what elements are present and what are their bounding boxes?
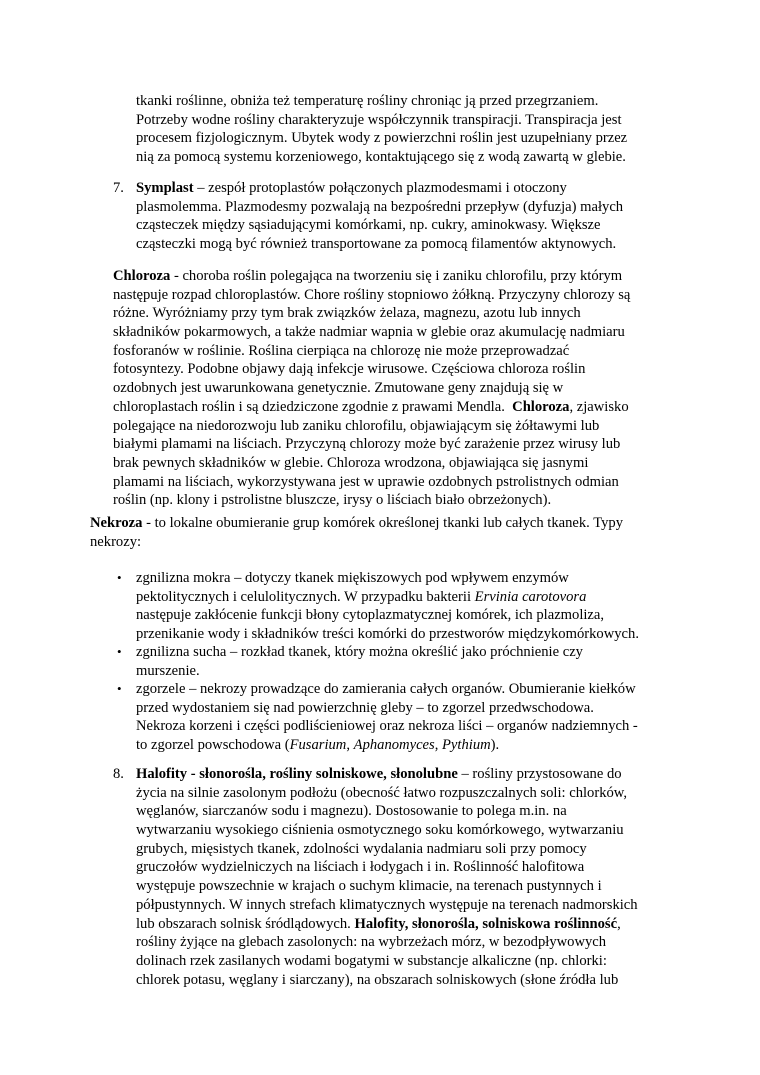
genus-name: Pythium: [442, 737, 491, 754]
text-span: – zespół protoplastów połączonych plazmodesmami i otoczony: [193, 180, 567, 196]
text-line: gruczołów wydzielniczych na liściach i łodygach i in. Roślinność halofitowa: [136, 859, 585, 876]
text-line: polegające na niedorozwoju lub zaniku chlorofilu, objawiającym się żółtawymi lub: [113, 417, 600, 434]
text-line: różne. Wyróżniamy przy tym brak związków żelaza, magnezu, azotu lub innych: [113, 305, 581, 322]
text-line: [136, 915, 638, 934]
text-line: zgnilizna sucha – rozkład tkanek, który można określić jako próchnienie czy: [136, 644, 583, 660]
text-line: murszenie.: [136, 662, 200, 679]
text-span: ,: [617, 915, 621, 932]
text-line: następuje zakłócenie funkcji błony cytoplazmatycznej komórek, ich plazmoliza,: [136, 607, 605, 624]
item-8-halofity: [136, 765, 638, 989]
text-line: Potrzeby wodne rośliny charakteryzuje współczynnik transpiracji. Transpiracja jest: [136, 111, 622, 128]
text-span: to zgorzel powschodowa (: [136, 737, 290, 754]
item-7-number: 7.: [113, 180, 124, 196]
genus-name: Fusarium: [289, 737, 347, 754]
text-span: ,: [434, 737, 443, 754]
text-span: ,: [346, 737, 354, 754]
text-span: lub obszarach solnisk śródlądowych.: [136, 915, 355, 932]
text-line: wytwarzaniu wysokiego ciśnienia osmotycznego soku komórkowego, wytwarzaniu: [136, 822, 624, 839]
text-line: cząsteczki mogą być również transportowane za pomocą filamentów aktynowych.: [136, 236, 617, 253]
text-line: [136, 179, 623, 198]
text-line: [136, 736, 638, 755]
text-line: [90, 514, 623, 533]
item-8-number: 8.: [113, 766, 124, 782]
bullet-icon: •: [117, 644, 122, 659]
text-span: , zjawisko: [569, 398, 629, 415]
text-line: nekrozy:: [90, 533, 142, 550]
text-line: rośliny żyjące na glebach zasolonych: na wybrzeżach mórz, w bezodpływowych: [136, 934, 607, 951]
text-line: życia na silnie zasolonym podłożu (obecność łatwo rozpuszczalnych soli: chlorków,: [136, 784, 628, 801]
text-line: [136, 588, 639, 607]
text-line: przed wydostaniem się nad powierzchnię gleby – to zgorzel przedwschodowa.: [136, 699, 594, 716]
term-chloroza: Chloroza: [113, 268, 171, 284]
text-line: białymi plamami na liściach. Przyczyną chlorozy może być zarażenie przez wirusy lub: [113, 436, 621, 453]
nekroza-bullet-1: [136, 569, 639, 644]
text-span: - choroba roślin polegająca na tworzeniu się i zaniku chlorofilu, przy którym: [170, 268, 623, 284]
text-line: półpustynnych. W innych strefach klimatycznych występuje na terenach nadmorskich: [136, 896, 638, 913]
genus-name: Aphanomyces: [353, 737, 435, 754]
text-line: zgnilizna mokra – dotyczy tkanek miękiszowych pod wpływem enzymów: [136, 570, 569, 586]
text-line: fosforanów w roślinie. Roślina cierpiąca na chlorozę nie może przeprowadzać: [113, 342, 570, 359]
species-name: Ervinia carotovora: [474, 588, 587, 605]
bullet-icon: •: [117, 570, 122, 585]
nekroza-bullet-3: [136, 680, 638, 755]
text-span: chloroplastach roślin i są dziedziczone zgodnie z prawami Mendla.: [113, 398, 513, 415]
text-line: występuje powszechnie w krajach o suchym klimacie, na terenach pustynnych i: [136, 878, 602, 895]
text-line: następuje rozpad chloroplastów. Chore rośliny stopniowo żółkną. Przyczyny chlorozy są: [113, 286, 631, 303]
text-line: plasmolemma. Plazmodesmy pozwalają na bezpośredni przepływ (dyfuzja) małych: [136, 198, 624, 215]
continuation-paragraph: [136, 92, 627, 167]
text-line: [113, 398, 630, 417]
text-line: dolinach rzek zasilanych wodami bogatymi w substancje alkaliczne (np. chlorki:: [136, 952, 607, 969]
text-span: pektolitycznych i celulolitycznych. W przypadku bakterii: [136, 588, 475, 605]
text-line: brak pewnych składników w glebie. Chloroza wrodzona, objawiająca się jasnymi: [113, 454, 589, 471]
text-span: – rośliny przystosowane do: [457, 766, 622, 782]
text-line: składników pokarmowych, a także nadmiar wapnia w glebie oraz akumulację nadmiaru: [113, 324, 625, 341]
text-line: Nekroza korzeni i części podliścieniowej oraz nekroza liści – organów nadziemnych -: [136, 718, 638, 735]
text-line: przenikanie wody i składników treści komórki do przestworów międzykomórkowych.: [136, 626, 639, 643]
term-chloroza-2: Chloroza: [512, 398, 570, 415]
text-line: cząsteczek między sąsiadującymi komórkami, np. cukry, aminokwasy. Większe: [136, 217, 601, 234]
nekroza-paragraph: [90, 514, 623, 551]
text-line: zgorzele – nekrozy prowadzące do zamierania całych organów. Obumieranie kiełków: [136, 681, 636, 697]
term-halofity-2: Halofity, słonorośla, solniskowa roślinność: [354, 915, 618, 932]
text-span: - to lokalne obumieranie grup komórek określonej tkanki lub całych tkanek. Typy: [142, 515, 624, 531]
term-halofity: Halofity - słonorośla, rośliny solniskowe, słonolubne: [136, 766, 458, 782]
text-line: plamami na liściach, wykorzystywana jest w uprawie ozdobnych pstrolistnych odmian: [113, 473, 619, 490]
text-span: ).: [490, 737, 500, 754]
text-line: ozdobnych jest uwarunkowana genetycznie. Zmutowane geny znajdują się w: [113, 380, 564, 397]
text-line: roślin (np. klony i pstrolistne bluszcze, irysy o liściach biało obrzeżonych).: [113, 492, 552, 509]
term-symplast: Symplast: [136, 180, 194, 196]
text-line: procesem fizjologicznym. Ubytek wody z powierzchni roślin jest uzupełniany przez: [136, 130, 628, 147]
text-line: tkanki roślinne, obniża też temperaturę rośliny chroniąc ją przed przegrzaniem.: [136, 93, 599, 109]
item-7-symplast: [136, 179, 623, 254]
text-line: [113, 267, 630, 286]
text-line: fotosyntezy. Podobne objawy dają infekcje wirusowe. Częściowa chloroza roślin: [113, 361, 586, 378]
text-line: nią za pomocą systemu korzeniowego, kontaktującego się z wodą zawartą w glebie.: [136, 149, 626, 166]
text-line: chlorek potasu, węglany i siarczany), na obszarach solniskowych (słone źródła lub: [136, 971, 619, 988]
bullet-icon: •: [117, 681, 122, 696]
text-line: grubych, mięsistych tkanek, zdolności wydalania nadmiaru soli przy pomocy: [136, 840, 587, 857]
chloroza-paragraph: [113, 267, 630, 510]
text-line: [136, 765, 638, 784]
term-nekroza: Nekroza: [90, 515, 143, 531]
nekroza-bullet-2: [136, 643, 583, 680]
text-line: węglanów, siarczanów sodu i magnezu). Dostosowanie to polega m.in. na: [136, 803, 567, 820]
